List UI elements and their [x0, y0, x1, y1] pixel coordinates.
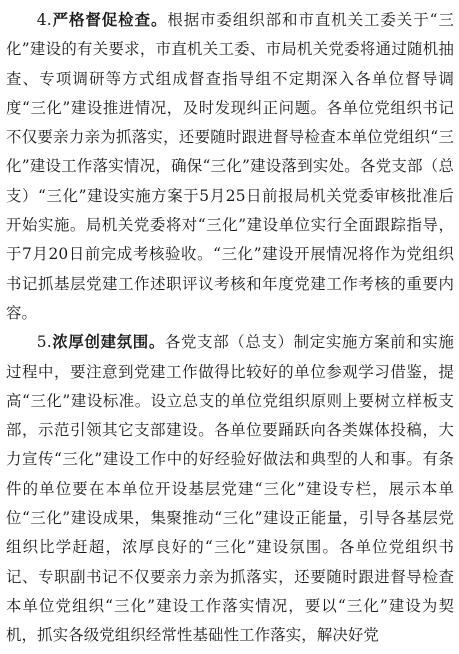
paragraph-heading: 严格督促检查。: [51, 11, 168, 29]
paragraph-5: [6, 328, 454, 650]
paragraph-body: 根据市委组织部和市直机关工委关于“三化”建设的有关要求，市直机关工委、市局机关党委将通过随机抽查、专项调研等方式组成督查指导组不定期深入各单位督导调度“三化”建设推进情况，及时发现纠正问题。各单位党组织书记不仅要亲力亲为抓落实，还要随时跟进督导检查本单位党组织“三化”建设工作落实情况，确保“三化”建设落到实处。各党支部（总支）“三化”建设实施方案于5月25日前报局机关党委审核批准后开始实施。局机关党委将对“三化”建设单位实行全面跟踪指导，于7月20日前完成考核验收。“三化”建设开展情况将作为党组织书记抓基层党建工作述职评议考核和年度党建工作考核的重要内容。: [6, 11, 454, 322]
paragraph-heading: 浓厚创建氛围。: [51, 333, 165, 352]
paragraph-body: 各党支部（总支）制定实施方案前和实施过程中，要注意到党建工作做得比较好的单位参观学习借鉴，提高“三化”建设标准。设立总支的单位党组织原则上要树立样板支部，示范引领其它支部建设。各单位要踊跃向各类媒体投稿，大力宣传“三化”建设工作中的好经验好做法和典型的人和事。有条件的单位要在本单位开设基层党建“三化”建设专栏，展示本单位“三化”建设成果，集聚推动“三化”建设正能量，引导各基层党组织比学赶超，浓厚良好的“三化”建设氛围。各单位党组织书记、专职副书记不仅要亲力亲为抓落实，还要随时跟进督导检查本单位党组织“三化”建设工作落实情况，要以“三化”建设为契机，抓实各级党组织经常性基础性工作落实，解决好党: [6, 333, 454, 645]
paragraph-4: [6, 6, 454, 328]
paragraph-number: 4.: [36, 11, 52, 29]
paragraph-number: 5.: [36, 333, 52, 352]
